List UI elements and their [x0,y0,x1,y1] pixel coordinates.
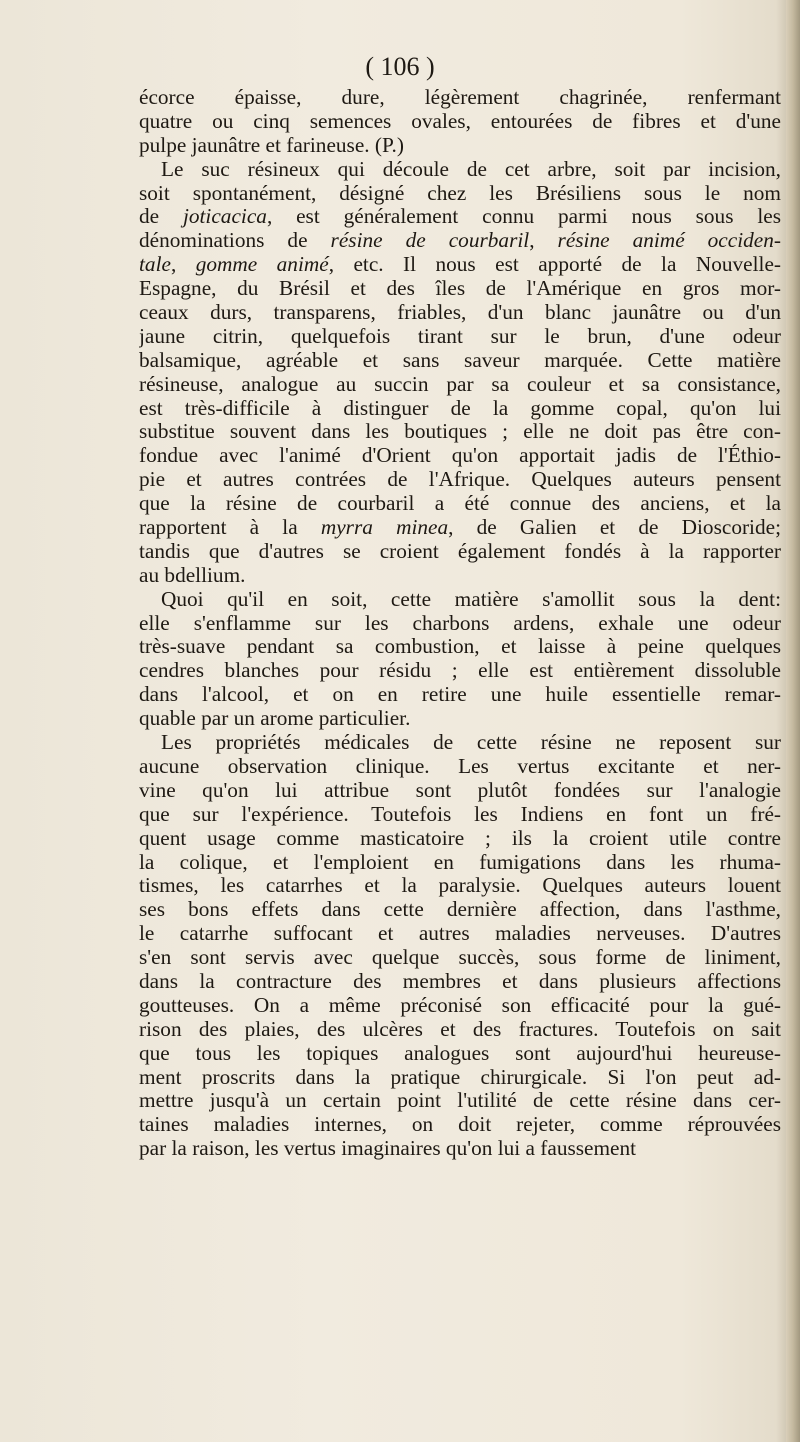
text-line: le catarrhe suffocant et autres maladies nerveuses. D'autres [139,922,781,946]
text-line: vine qu'on lui attribue sont plutôt fondées sur l'analogie [139,778,781,802]
text-line: goutteuses. On a même préconisé son efficacité pour la gué- [139,993,781,1017]
text-line: ses bons effets dans cette dernière affection, dans l'asthme, [139,898,781,922]
text-line: balsamique, agréable et sans saveur marquée. Cette matière [139,348,781,372]
text-line: quable par un arome particulier. [139,707,411,731]
text-line: au bdellium. [139,563,246,587]
text-line: rapportent à la myrra minea, de Galien et de Dioscoride; [139,516,781,540]
text-line: Espagne, du Brésil et des îles de l'Amérique en gros mor- [139,277,781,301]
text-line: est très-difficile à distinguer de la gomme copal, qu'on lui [139,396,781,420]
text-line: fondue avec l'animé d'Orient qu'on apportait jadis de l'Éthio- [139,444,781,468]
text-line: ceaux durs, transparens, friables, d'un blanc jaunâtre ou d'un [139,301,781,325]
text-line: quatre ou cinq semences ovales, entourées de fibres et d'une [139,109,781,133]
text-line: tandis que d'autres se croient également fondés à la rapporter [139,539,781,563]
text-line: de joticacica, est généralement connu parmi nous sous les [139,205,781,229]
text-line: tale, gomme animé, etc. Il nous est apporté de la Nouvelle- [139,253,781,277]
page-number: ( 106 ) [365,52,435,81]
text-line: par la raison, les vertus imaginaires qu'on lui a faussement [139,1137,637,1161]
text-line: dans la contracture des membres et dans plusieurs affections [139,969,781,993]
text-line: pie et autres contrées de l'Afrique. Quelques auteurs pensent [139,468,781,492]
text-line: Les propriétés médicales de cette résine ne reposent sur [161,731,781,755]
text-line: jaune citrin, quelquefois tirant sur le brun, d'une odeur [139,324,781,348]
text-line: elle s'enflamme sur les charbons ardens, exhale une odeur [139,611,781,635]
text-line: quent usage comme masticatoire ; ils la croient utile contre [139,826,781,850]
text-line: dénominations de résine de courbaril, résine animé occiden- [139,229,781,253]
text-line: ment proscrits dans la pratique chirurgicale. Si l'on peut ad- [139,1065,781,1089]
text-line: taines maladies internes, on doit rejeter, comme réprouvées [139,1113,781,1137]
text-line: soit spontanément, désigné chez les Brésiliens sous le nom [139,181,781,205]
text-line: tismes, les catarrhes et la paralysie. Quelques auteurs louent [139,874,781,898]
text-line: rison des plaies, des ulcères et des fractures. Toutefois on sait [139,1017,781,1041]
text-line: écorce épaisse, dure, légèrement chagrinée, renfermant [139,86,781,109]
text-line: aucune observation clinique. Les vertus excitante et ner- [139,754,781,778]
text-line: que sur l'expérience. Toutefois les Indiens en font un fré- [139,802,781,826]
text-line: résineuse, analogue au succin par sa couleur et sa consistance, [139,372,781,396]
text-line: que la résine de courbaril a été connue des anciens, et la [139,492,781,516]
text-line: très-suave pendant sa combustion, et laisse à peine quelques [139,635,781,659]
text-line: Quoi qu'il en soit, cette matière s'amollit sous la dent: [161,587,781,611]
text-line: Le suc résineux qui découle de cet arbre, soit par incision, [161,157,781,181]
text-line: dans l'alcool, et on en retire une huile essentielle remar- [139,683,781,707]
text-line: s'en sont servis avec quelque succès, sous forme de liniment, [139,946,781,970]
text-line: que tous les topiques analogues sont aujourd'hui heureuse- [139,1041,781,1065]
page-edge [786,0,800,1442]
text-line: substitue souvent dans les boutiques ; elle ne doit pas être con- [139,420,781,444]
text-line: cendres blanches pour résidu ; elle est entièrement dissoluble [139,659,781,683]
text-line: mettre jusqu'à un certain point l'utilité de cette résine dans cer- [139,1089,781,1113]
text-line: pulpe jaunâtre et farineuse. (P.) [139,133,404,157]
body-text [139,86,781,1161]
text-line: la colique, et l'emploient en fumigations dans les rhuma- [139,850,781,874]
